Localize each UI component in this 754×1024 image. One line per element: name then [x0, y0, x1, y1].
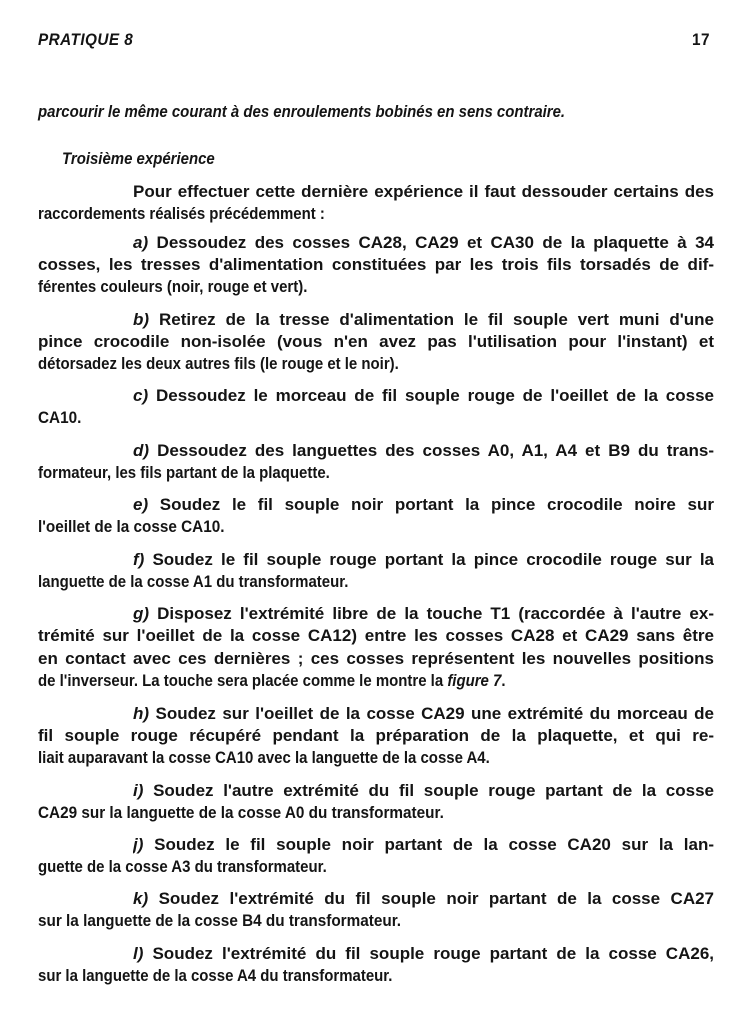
page-number: 17 — [692, 30, 710, 49]
step-e — [133, 494, 714, 516]
step-label: k) — [133, 889, 149, 908]
line-tail: . — [501, 671, 506, 690]
section-heading: Troisième expérience — [62, 149, 215, 168]
step-text: Retirez de la tresse d'alimentation le fil souple vert muni d'une — [149, 310, 714, 329]
step-label: j) — [133, 835, 144, 854]
step-label: i) — [133, 781, 144, 800]
step-label: b) — [133, 310, 150, 329]
text-line: fil souple rouge récupéré pendant la préparation de la plaquette, et qui re- — [38, 726, 714, 745]
text-line: liait auparavant la cosse CA10 avec la languette de la cosse A4. — [38, 748, 490, 767]
text-line: détorsadez les deux autres fils (le rouge et le noir). — [38, 354, 399, 373]
step-text: Soudez sur l'oeillet de la cosse CA29 une extrémité du morceau de — [149, 704, 714, 723]
text-line: cosses, les tresses d'alimentation constituées par les trois fils torsadés de dif- — [38, 255, 714, 274]
text-line — [38, 670, 633, 692]
step-label: d) — [133, 441, 150, 460]
step-text: Dessoudez le morceau de fil souple rouge de l'oeillet de la cosse — [148, 386, 714, 405]
step-label: g) — [133, 604, 150, 623]
step-h — [133, 703, 714, 725]
step-text: Dessoudez des cosses CA28, CA29 et CA30 de la plaquette à 34 — [148, 233, 714, 252]
step-b — [133, 309, 714, 331]
step-text: Disposez l'extrémité libre de la touche T1 (raccordée à l'autre ex- — [149, 604, 714, 623]
text-line: sur la languette de la cosse A4 du transformateur. — [38, 966, 393, 985]
text-line: formateur, les fils partant de la plaquette. — [38, 463, 330, 482]
text-line: pince crocodile non-isolée (vous n'en avez pas l'utilisation pour l'instant) et — [38, 332, 714, 351]
text-line: l'oeillet de la cosse CA10. — [38, 517, 225, 536]
step-text: Soudez l'extrémité du fil souple rouge partant de la cosse CA26, — [143, 944, 714, 963]
step-label: c) — [133, 386, 149, 405]
step-k — [133, 888, 714, 910]
step-g — [133, 603, 714, 625]
step-text: Dessoudez des languettes des cosses A0, A1, A4 et B9 du trans- — [149, 441, 714, 460]
step-a — [133, 232, 714, 254]
figure-reference: figure 7 — [447, 671, 502, 690]
step-text: Soudez le fil souple noir portant la pince crocodile noire sur — [148, 495, 714, 514]
step-text: Soudez l'autre extrémité du fil souple rouge partant de la cosse — [143, 781, 714, 800]
step-i — [133, 780, 714, 802]
running-header-title: PRATIQUE 8 — [38, 30, 134, 49]
line-text: de l'inverseur. La touche sera placée comme le montre la — [38, 671, 448, 690]
step-label: h) — [133, 704, 150, 723]
text-line: en contact avec ces dernières ; ces cosses représentent les nouvelles positions — [38, 649, 714, 668]
step-label: l) — [133, 944, 144, 963]
text-line: sur la languette de la cosse B4 du transformateur. — [38, 911, 402, 930]
text-line: languette de la cosse A1 du transformateur. — [38, 572, 349, 591]
step-text: Soudez l'extrémité du fil souple noir partant de la cosse CA27 — [148, 889, 714, 908]
text-line: férentes couleurs (noir, rouge et vert). — [38, 277, 308, 296]
text-line: trémité sur l'oeillet de la cosse CA12) entre les cosses CA28 et CA29 sans être — [38, 626, 714, 645]
step-label: e) — [133, 495, 149, 514]
step-text: Soudez le fil souple noir partant de la cosse CA20 sur la lan- — [143, 835, 714, 854]
text-line: guette de la cosse A3 du transformateur. — [38, 857, 327, 876]
text-line: parcourir le même courant à des enroulements bobinés en sens contraire. — [38, 102, 566, 121]
step-label: a) — [133, 233, 149, 252]
text-line: CA29 sur la languette de la cosse A0 du transformateur. — [38, 803, 444, 822]
step-l — [133, 943, 714, 965]
text-line: Pour effectuer cette dernière expérience il faut dessouder certains des — [133, 182, 714, 201]
text-line: CA10. — [38, 408, 82, 427]
step-c — [133, 385, 714, 407]
step-d — [133, 440, 714, 462]
text-line: raccordements réalisés précédemment : — [38, 204, 325, 223]
step-f — [133, 549, 714, 571]
step-text: Soudez le fil souple rouge portant la pince crocodile rouge sur la — [144, 550, 714, 569]
step-j — [133, 834, 714, 856]
step-label: f) — [133, 550, 145, 569]
